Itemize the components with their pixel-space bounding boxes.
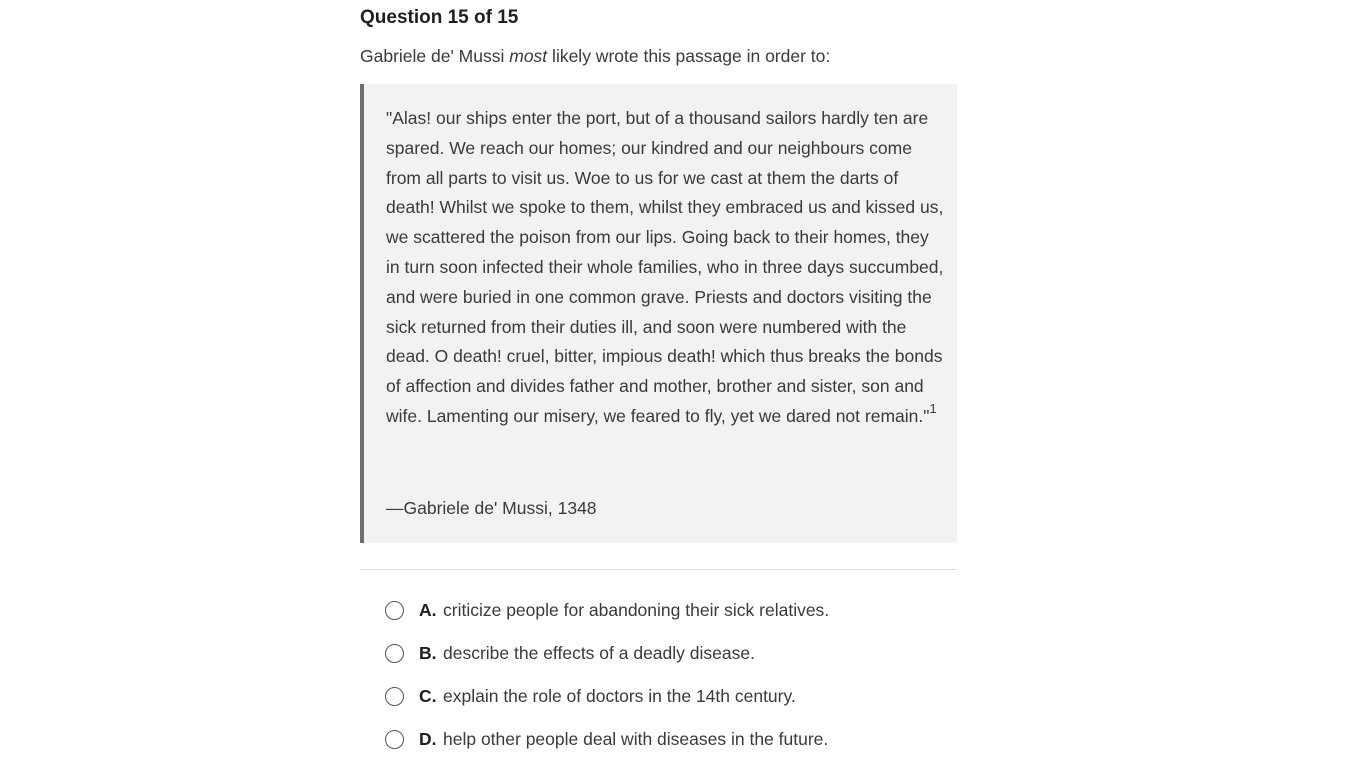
radio-a[interactable] (385, 601, 404, 620)
prompt-emphasis: most (509, 46, 548, 66)
prompt-text-start: Gabriele de' Mussi (360, 46, 510, 66)
choice-a-letter: A. (419, 599, 437, 620)
choice-b[interactable] (385, 633, 945, 673)
radio-d[interactable] (385, 730, 404, 749)
radio-b[interactable] (385, 644, 404, 663)
choice-c-text: explain the role of doctors in the 14th century. (443, 685, 796, 706)
passage-text (386, 104, 946, 432)
question-number: Question 15 of 15 (360, 7, 519, 28)
passage-blockquote (360, 84, 957, 543)
choice-b-letter: B. (419, 642, 437, 663)
choice-d[interactable] (385, 719, 945, 759)
choice-c[interactable] (385, 676, 945, 716)
radio-c[interactable] (385, 687, 404, 706)
passage-attribution: —Gabriele de' Mussi, 1348 (386, 498, 597, 518)
choice-c-letter: C. (419, 685, 437, 706)
choice-a[interactable] (385, 590, 945, 630)
divider (360, 569, 957, 570)
choice-d-text: help other people deal with diseases in the future. (443, 728, 829, 749)
question-prompt (360, 46, 830, 67)
choice-b-text: describe the effects of a deadly disease. (443, 642, 755, 663)
footnote-marker: 1 (929, 400, 937, 416)
passage-body: "Alas! our ships enter the port, but of a thousand sailors hardly ten are spared. We reach our homes; our kindred and our neighbours come from all parts to visit us. Woe to us for we cast at them the darts of death! Whilst we spoke to them, whilst they embraced us and kissed us, we scattered the poison from our lips. Going back to their homes, they in turn soon infected their whole families, who in three days succumbed, and were buried in one common grave. Priests and doctors visiting the sick returned from their duties ill, and soon were numbered with the dead. O death! cruel, bitter, impious death! which thus breaks the bonds of affection and divides father and mother, brother and sister, son and wife. Lamenting our misery, we feared to fly, yet we dared not remain." (386, 108, 944, 426)
choice-d-letter: D. (419, 728, 437, 749)
prompt-text-end: likely wrote this passage in order to: (547, 46, 831, 66)
choice-a-text: criticize people for abandoning their sick relatives. (443, 599, 830, 620)
